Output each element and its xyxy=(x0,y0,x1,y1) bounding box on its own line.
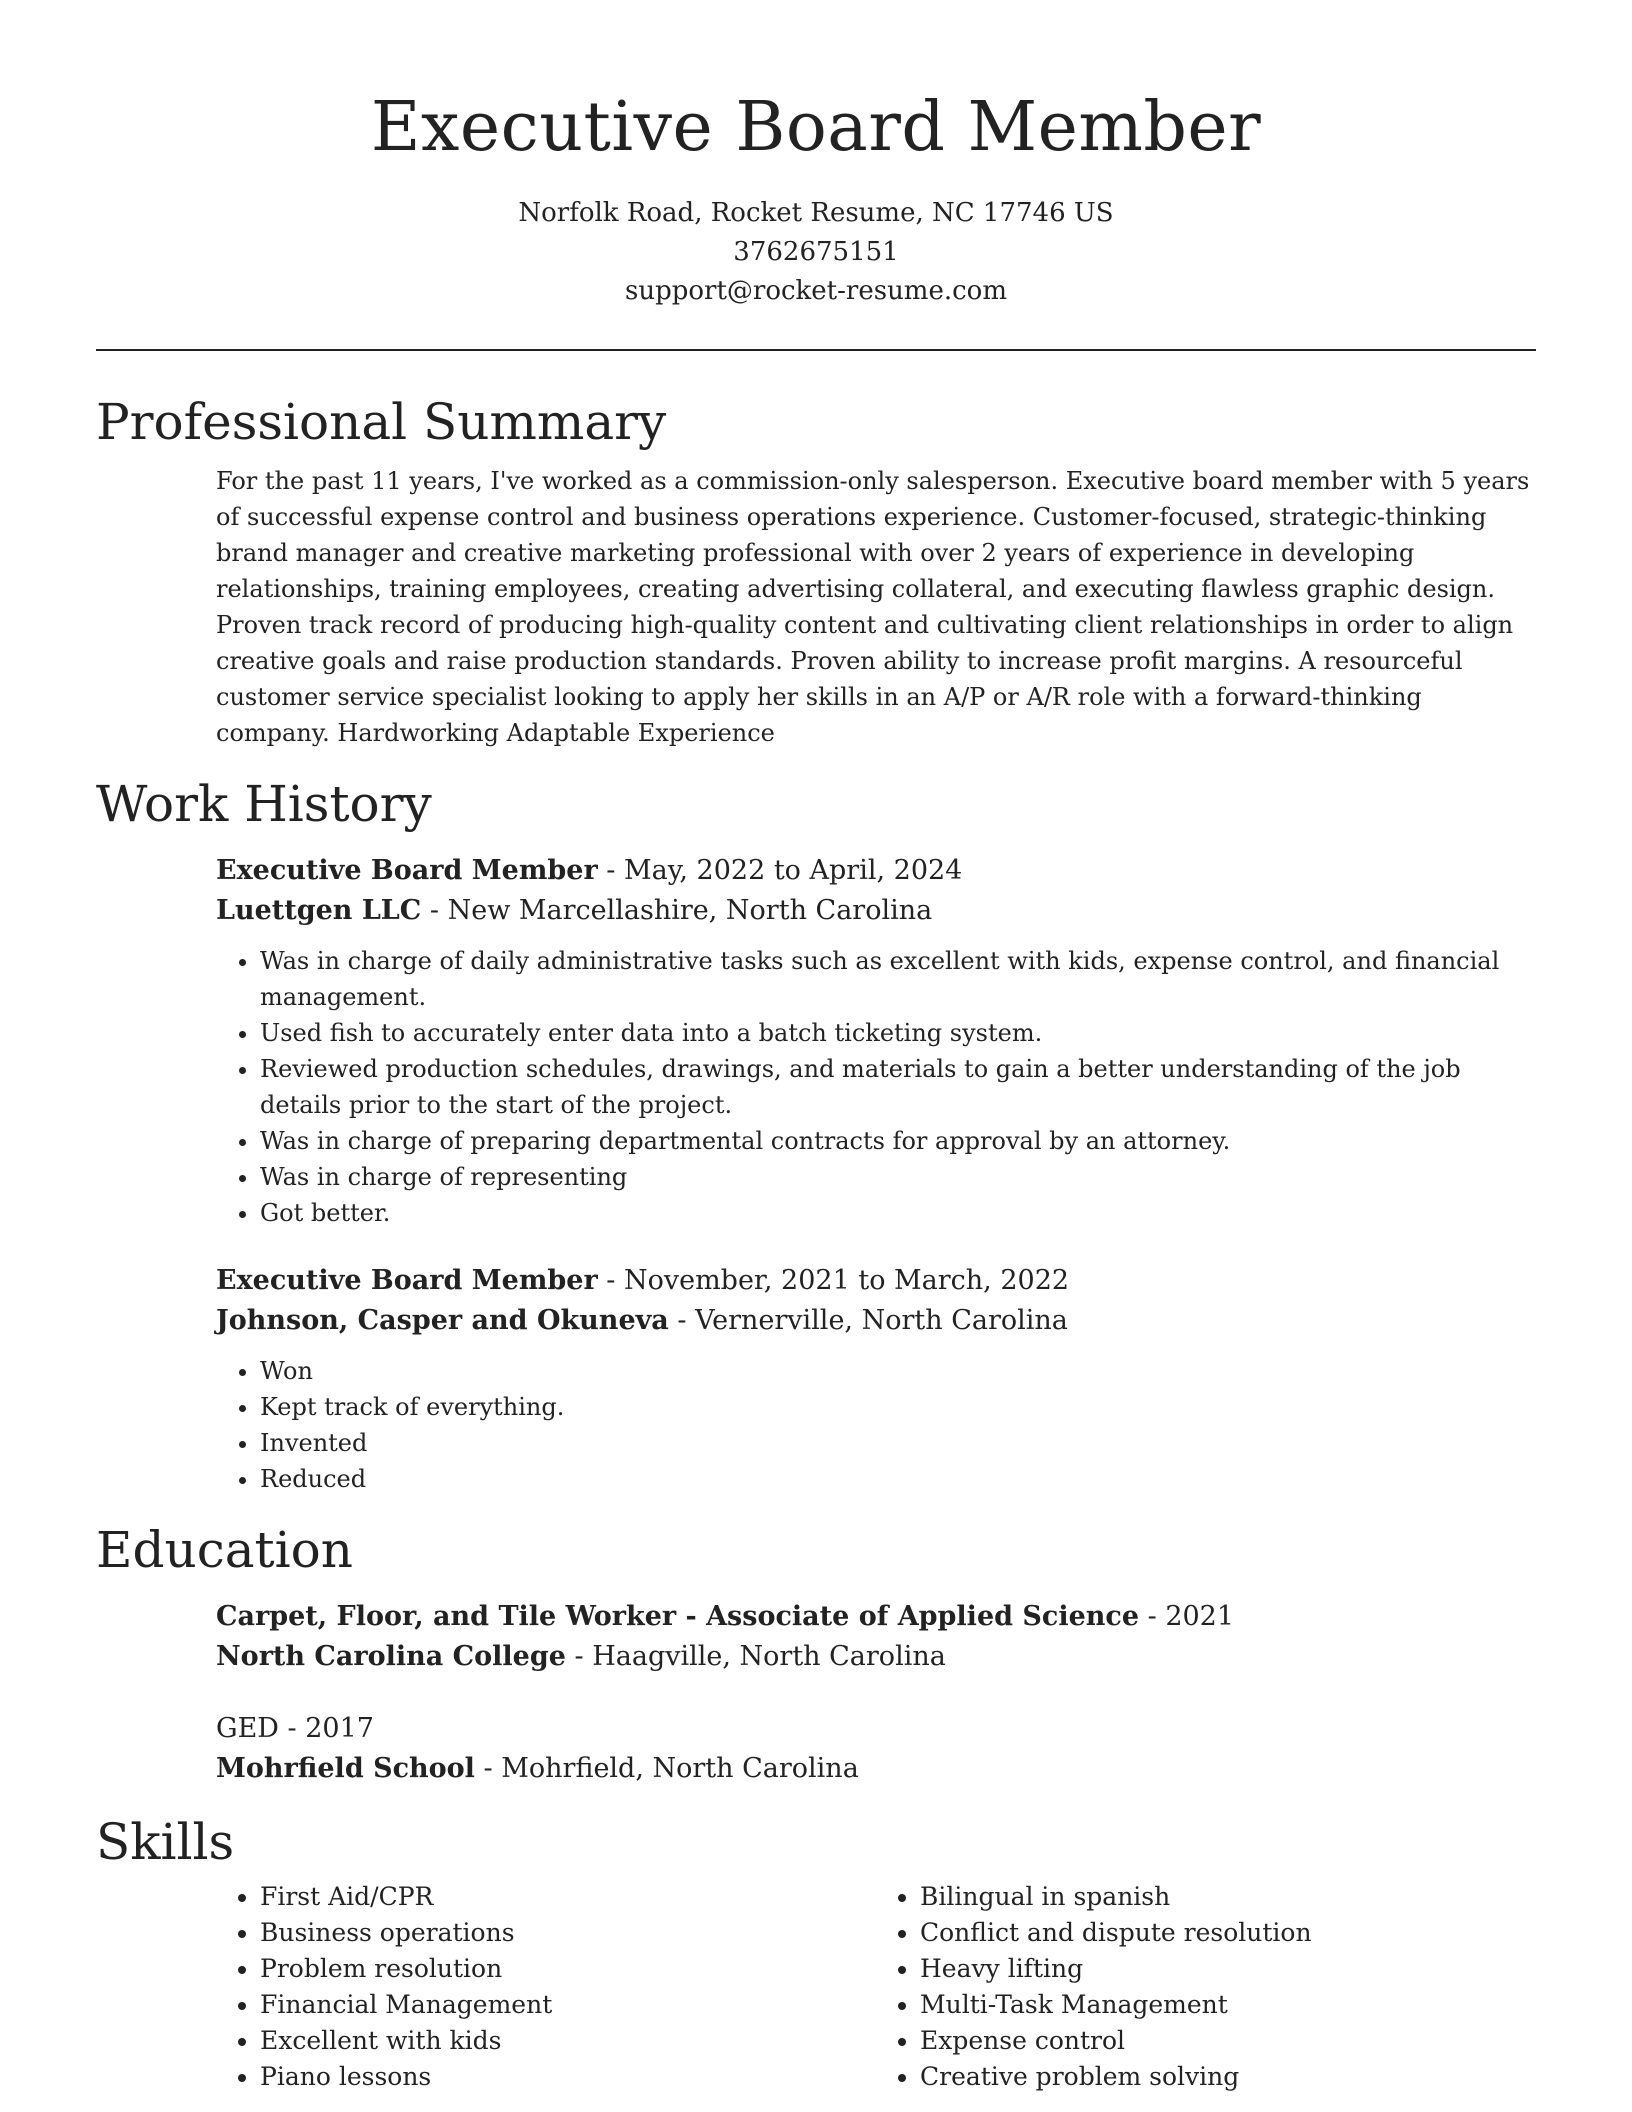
education-year: - 2017 xyxy=(278,1713,374,1744)
contact-phone: 3762675151 xyxy=(733,237,899,267)
education-school-line xyxy=(216,1749,1536,1789)
list-item: • Creative problem solving xyxy=(920,2059,1536,2095)
list-item: • Invented xyxy=(260,1425,1536,1461)
list-item: • Business operations xyxy=(260,1915,876,1951)
list-item: • Won xyxy=(260,1353,1536,1389)
summary-text: For the past 11 years, I've worked as a commission-only salesperson. Executive board member with 5 years of successful expense control and business operations experience. Customer-focused, strategic-thinking brand manager and creative marketing professional with over 2 years of experience in developing relationships, training employees, creating advertising collateral, and executing flawless graphic design. Proven track record of producing high-quality content and cultivating client relationships in order to align creative goals and raise production standards. Proven ability to increase profit margins. A resourceful customer service specialist looking to apply her skills in an A/P or A/R role with a forward-thinking company. Hardworking Adaptable Experience xyxy=(216,467,1530,747)
contact-address: Norfolk Road, Rocket Resume, NC 17746 US xyxy=(518,198,1114,228)
education-degree-line xyxy=(216,1597,1536,1637)
job-location: - Vernerville, North Carolina xyxy=(668,1305,1068,1336)
education-location: - Mohrfield, North Carolina xyxy=(474,1753,859,1784)
job-role: Executive Board Member xyxy=(216,1265,598,1296)
job-dates: - November, 2021 to March, 2022 xyxy=(597,1265,1070,1296)
education-school: Mohrfield School xyxy=(216,1753,475,1784)
section-title: Skills xyxy=(96,1813,235,1871)
list-item: • Conflict and dispute resolution xyxy=(920,1915,1536,1951)
list-item: • Excellent with kids xyxy=(260,2023,876,2059)
list-item: • Kept track of everything. xyxy=(260,1389,1536,1425)
list-item: • Reviewed production schedules, drawings, and materials to gain a better understanding of the job details prior to the start of the project. xyxy=(260,1051,1536,1123)
candidate-name: Executive Board Member xyxy=(370,88,1262,167)
section-work-history xyxy=(96,771,1536,1497)
list-item: • Bilingual in spanish xyxy=(920,1879,1536,1915)
section-title: Professional Summary xyxy=(96,393,667,451)
section-professional-summary xyxy=(96,389,1536,751)
list-item: • Financial Management xyxy=(260,1987,876,2023)
job-entry xyxy=(216,851,1536,1231)
education-entry xyxy=(216,1709,1536,1789)
education-year: - 2021 xyxy=(1139,1601,1235,1632)
job-bullets xyxy=(216,1353,1536,1497)
education-school: North Carolina College xyxy=(216,1641,566,1672)
list-item: • Was in charge of representing xyxy=(260,1159,1536,1195)
list-item: • Piano lessons xyxy=(260,2059,876,2095)
job-company-line xyxy=(216,891,1536,931)
list-item: • Got better. xyxy=(260,1195,1536,1231)
job-title-line xyxy=(216,851,1536,891)
education-location: - Haagville, North Carolina xyxy=(565,1641,946,1672)
job-role: Executive Board Member xyxy=(216,855,598,886)
job-location: - New Marcellashire, North Carolina xyxy=(421,895,933,926)
list-item: • Was in charge of preparing departmental contracts for approval by an attorney. xyxy=(260,1123,1536,1159)
education-entry xyxy=(216,1597,1536,1677)
skills-list-left xyxy=(216,1879,876,2095)
job-bullets xyxy=(216,943,1536,1231)
job-company: Johnson, Casper and Okuneva xyxy=(216,1305,669,1336)
list-item: • First Aid/CPR xyxy=(260,1879,876,1915)
education-school-line xyxy=(216,1637,1536,1677)
section-title: Education xyxy=(96,1521,353,1579)
education-degree: GED xyxy=(216,1713,279,1744)
job-dates: - May, 2022 to April, 2024 xyxy=(597,855,963,886)
list-item: • Multi-Task Management xyxy=(920,1987,1536,2023)
education-degree-line xyxy=(216,1709,1536,1749)
section-education xyxy=(96,1517,1536,1789)
job-entry xyxy=(216,1261,1536,1497)
skills-list-right xyxy=(876,1879,1536,2095)
header-divider xyxy=(96,349,1536,351)
resume-header xyxy=(96,0,1536,311)
job-company: Luettgen LLC xyxy=(216,895,422,926)
list-item: • Reduced xyxy=(260,1461,1536,1497)
contact-email: support@rocket-resume.com xyxy=(624,276,1007,306)
contact-block xyxy=(96,194,1536,311)
list-item: • Used fish to accurately enter data into a batch ticketing system. xyxy=(260,1015,1536,1051)
job-company-line xyxy=(216,1301,1536,1341)
section-skills xyxy=(96,1809,1536,2095)
skills-columns xyxy=(216,1879,1536,2095)
list-item: • Expense control xyxy=(920,2023,1536,2059)
education-degree: Carpet, Floor, and Tile Worker - Associate of Applied Science xyxy=(216,1601,1140,1632)
list-item: • Problem resolution xyxy=(260,1951,876,1987)
section-title: Work History xyxy=(96,775,432,833)
job-title-line xyxy=(216,1261,1536,1301)
list-item: • Was in charge of daily administrative tasks such as excellent with kids, expense control, and financial management. xyxy=(260,943,1536,1015)
list-item: • Heavy lifting xyxy=(920,1951,1536,1987)
